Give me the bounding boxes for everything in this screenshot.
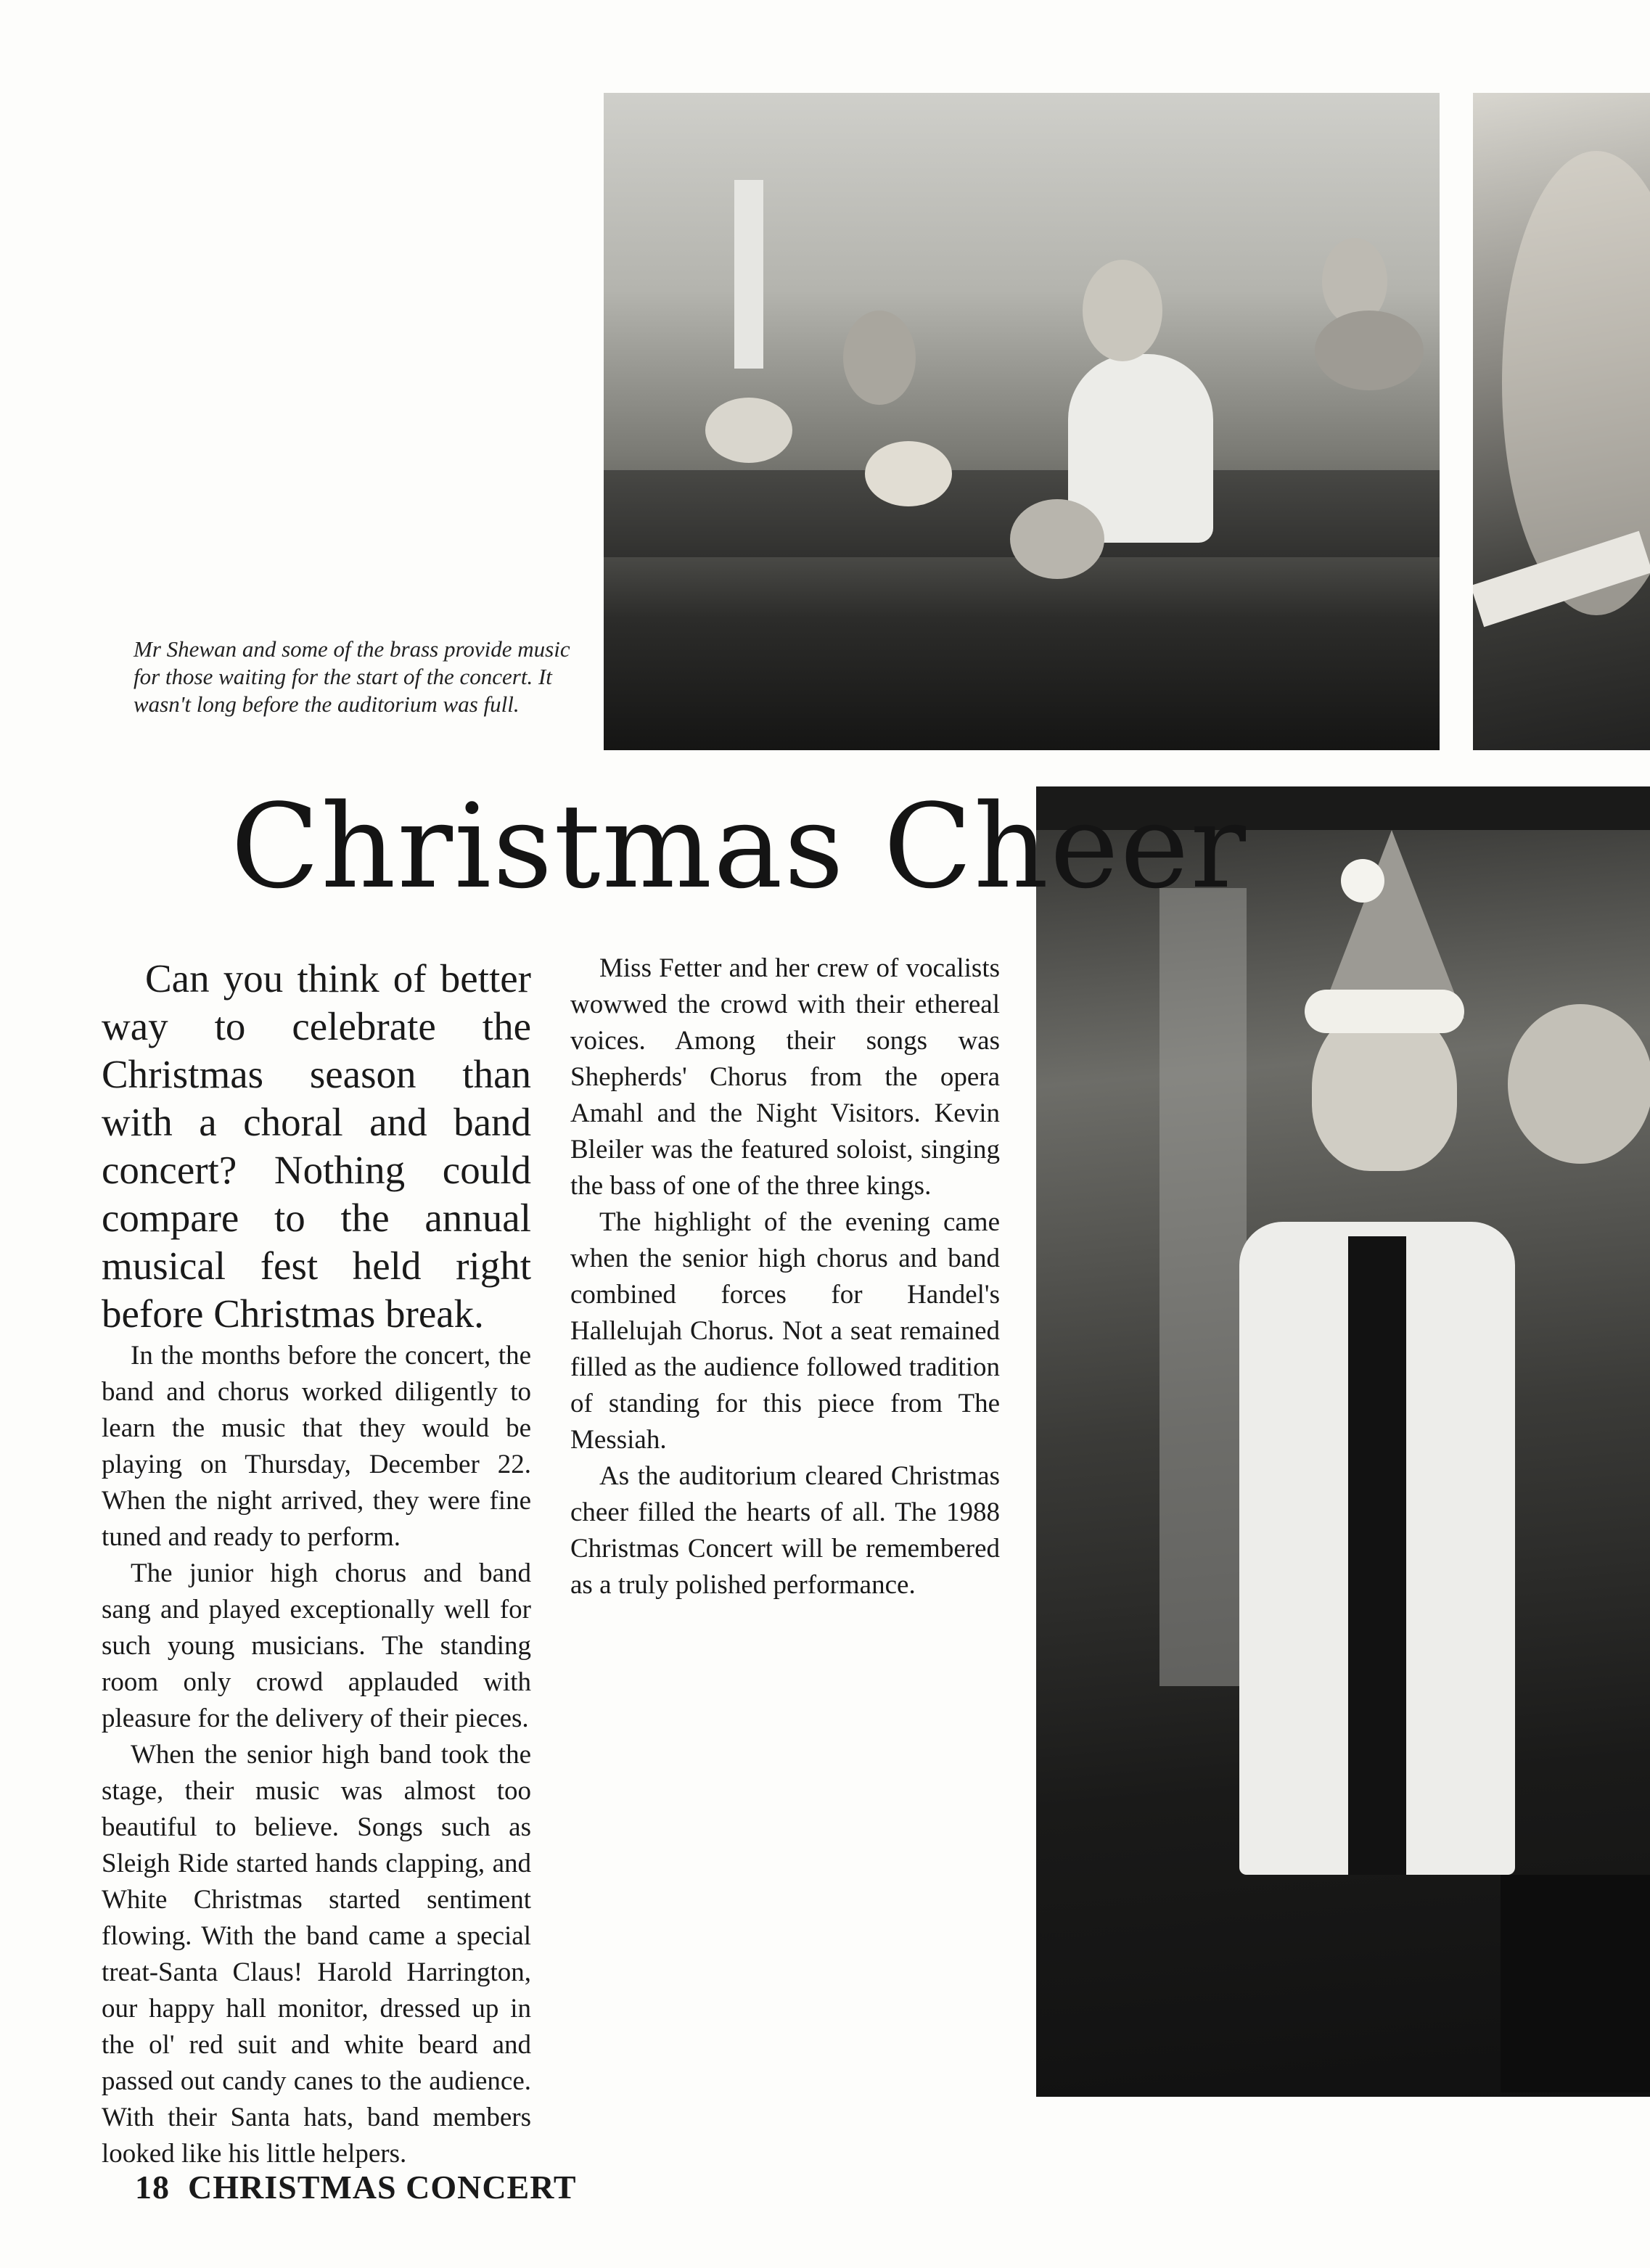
headline: Christmas Cheer [231, 778, 1247, 914]
santa-hats-photo [1036, 786, 1650, 2097]
lead-paragraph: Can you think of better way to celebrate the Christmas season than with a choral and band concert? Nothing could compare to the annual musical fest held right before Christmas break. [102, 956, 531, 1336]
page-number: 18 [135, 2169, 170, 2206]
body-paragraph: As the auditorium cleared Christmas cheer filled the hearts of all. The 1988 Christmas Concert will be remembered as a truly polished performance. [570, 1461, 1000, 1600]
body-paragraph: The junior high chorus and band sang and played exceptionally well for such young musicians. The standing room only crowd applauded with pleasure for the delivery of their pieces. [102, 1558, 531, 1733]
body-paragraph: When the senior high band took the stage, their music was almost too beautiful to believe. Songs such as Sleigh Ride started hands clapping, and White Christmas started sentiment flowing. With the band came a special treat-Santa Claus! Harold Harrington, our happy hall monitor, dressed up in the ol' red suit and white beard and passed out candy canes to the audience. With their Santa hats, band members looked like his little helpers. [102, 1740, 531, 2169]
brass-players-photo [604, 93, 1440, 750]
flute-player-photo [1473, 93, 1650, 750]
body-paragraph: In the months before the concert, the band and chorus worked diligently to learn the music that they would be playing on Thursday, December 22. When the night arrived, they were fine tuned and ready to perform. [102, 1341, 531, 1552]
article-column-2 [570, 950, 1000, 1603]
body-paragraph: Miss Fetter and her crew of vocalists wowwed the crowd with their ethereal voices. Among their songs was Shepherds' Chorus from the opera Amahl and the Night Visitors. Kevin Bleiler was the featured soloist, singing the bass of one of the three kings. [570, 953, 1000, 1201]
page-footer [135, 2168, 577, 2206]
body-paragraph: The highlight of the evening came when the senior high chorus and band combined forces for Handel's Hallelujah Chorus. Not a seat remained filled as the audience followed tradition of standing for this piece from The Messiah. [570, 1207, 1000, 1455]
article-column-1 [102, 955, 531, 2172]
section-title: CHRISTMAS CONCERT [188, 2169, 577, 2206]
photo-caption: Mr Shewan and some of the brass provide music for those waiting for the start of the concert. It wasn't long before the auditorium was full. [134, 636, 570, 717]
